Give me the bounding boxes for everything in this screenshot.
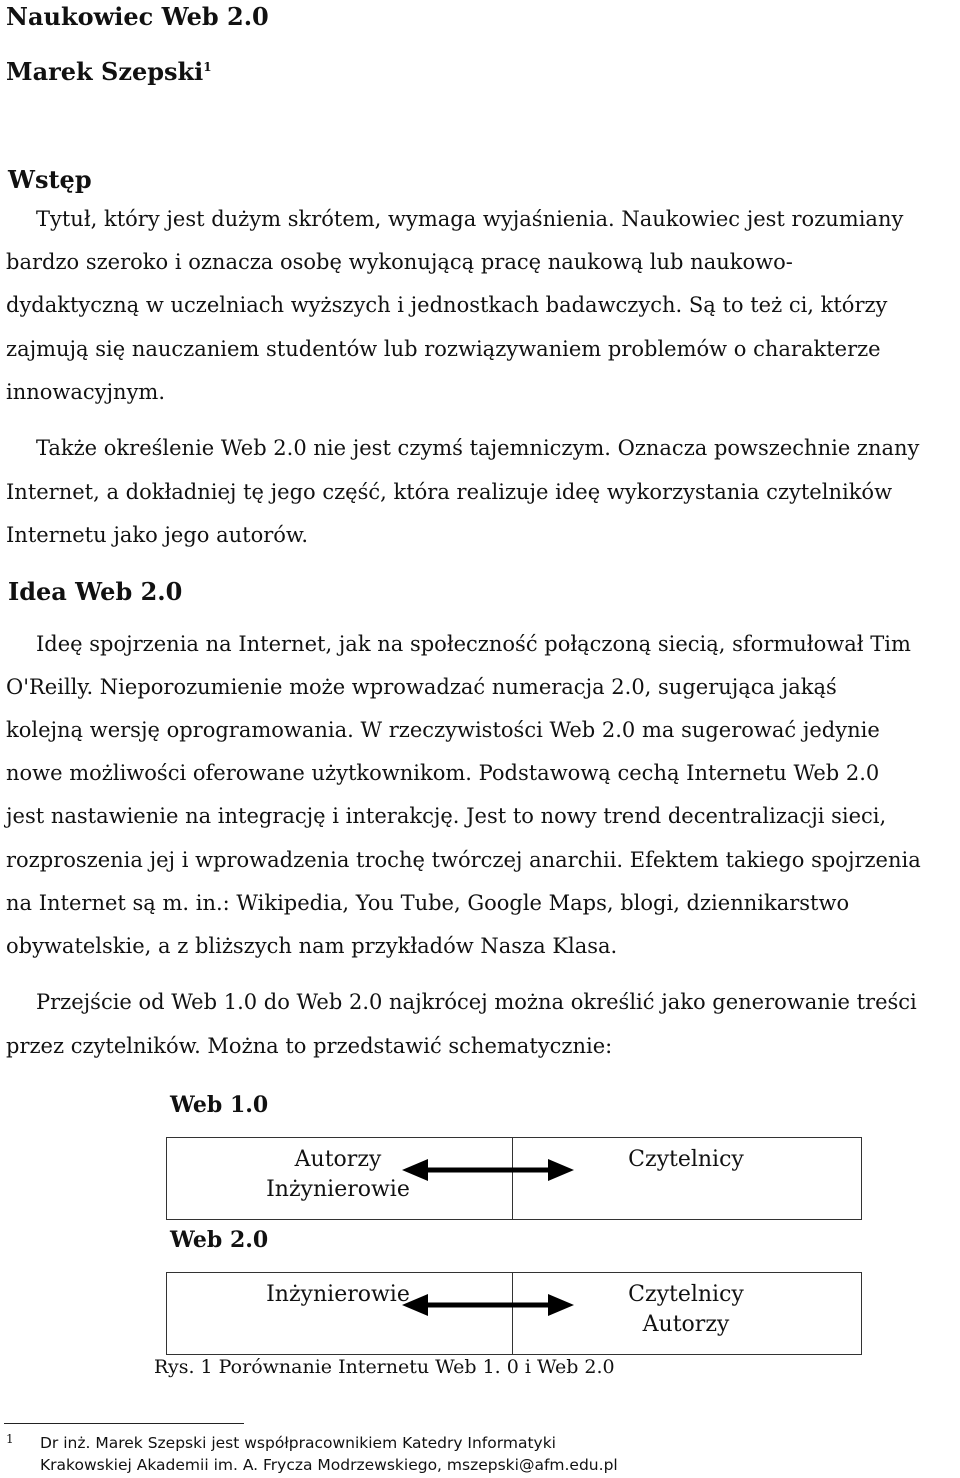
web1-label: Web 1.0 (170, 1092, 269, 1118)
section-heading-intro: Wstęp (8, 165, 92, 194)
paragraph-line: nowe możliwości oferowane użytkownikom. Podstawową cechą Internetu Web 2.0 (6, 761, 880, 785)
paragraph-line: przez czytelników. Można to przedstawić schematycznie: (6, 1034, 613, 1058)
footnote-separator (4, 1423, 244, 1424)
paragraph-line: rozproszenia jej i wprowadzenia trochę twórczej anarchii. Efektem takiego spojrzenia (6, 848, 921, 872)
paragraph-line: Także określenie Web 2.0 nie jest czymś tajemniczym. Oznacza powszechnie znany (36, 436, 920, 460)
web1-left-line: Inżynierowie (266, 1177, 410, 1202)
paragraph-line: bardzo szeroko i oznacza osobę wykonującą pracę naukową lub naukowo- (6, 250, 793, 274)
author-footnote-mark: 1 (203, 60, 212, 74)
section-heading-idea: Idea Web 2.0 (8, 577, 183, 606)
web2-label: Web 2.0 (170, 1227, 269, 1253)
web2-right-line: Autorzy (642, 1312, 730, 1337)
document-title: Naukowiec Web 2.0 (6, 2, 269, 31)
web2-right-cell (566, 1280, 806, 1340)
web1-right-line: Czytelnicy (628, 1147, 744, 1172)
paragraph-line: dydaktyczną w uczelniach wyższych i jednostkach badawczych. Są to też ci, którzy (6, 293, 888, 317)
paragraph-line: Ideę spojrzenia na Internet, jak na społeczność połączoną siecią, sformułował Tim (36, 632, 911, 656)
web1-right-cell (566, 1145, 806, 1175)
web2-double-arrow (400, 1291, 576, 1319)
paragraph-line: kolejną wersję oprogramowania. W rzeczywistości Web 2.0 ma sugerować jedynie (6, 718, 880, 742)
web2-right-line: Czytelnicy (628, 1282, 744, 1307)
paragraph-line: O'Reilly. Nieporozumienie może wprowadzać numeracja 2.0, sugerująca jakąś (6, 675, 837, 699)
paragraph-line: Internetu jako jego autorów. (6, 523, 309, 547)
footnote-line: Dr inż. Marek Szepski jest współpracownikiem Katedry Informatyki (40, 1434, 556, 1452)
web1-double-arrow (400, 1156, 576, 1184)
paragraph-line: jest nastawienie na integrację i interakcję. Jest to nowy trend decentralizacji sieci, (6, 804, 887, 828)
author-name (6, 57, 212, 86)
paragraph-line: Przejście od Web 1.0 do Web 2.0 najkrócej można określić jako generowanie treści (36, 990, 917, 1014)
paragraph-line: Tytuł, który jest dużym skrótem, wymaga wyjaśnienia. Naukowiec jest rozumiany (36, 207, 904, 231)
paragraph-line: obywatelskie, a z bliższych nam przykładów Nasza Klasa. (6, 934, 618, 958)
paragraph-line: innowacyjnym. (6, 380, 166, 404)
footnote-line: Krakowskiej Akademii im. A. Frycza Modrzewskiego, mszepski@afm.edu.pl (40, 1456, 618, 1474)
author-name-text: Marek Szepski (6, 57, 204, 86)
paragraph-line: zajmują się nauczaniem studentów lub rozwiązywaniem problemów o charakterze (6, 337, 881, 361)
figure-caption: Rys. 1 Porównanie Internetu Web 1. 0 i Web 2.0 (154, 1356, 615, 1378)
paragraph-line: na Internet są m. in.: Wikipedia, You Tube, Google Maps, blogi, dziennikarstwo (6, 891, 850, 915)
web2-left-line: Inżynierowie (266, 1282, 410, 1307)
web1-left-line: Autorzy (294, 1147, 382, 1172)
footnote-number: 1 (6, 1432, 14, 1446)
paragraph-line: Internet, a dokładniej tę jego część, która realizuje ideę wykorzystania czytelników (6, 480, 893, 504)
